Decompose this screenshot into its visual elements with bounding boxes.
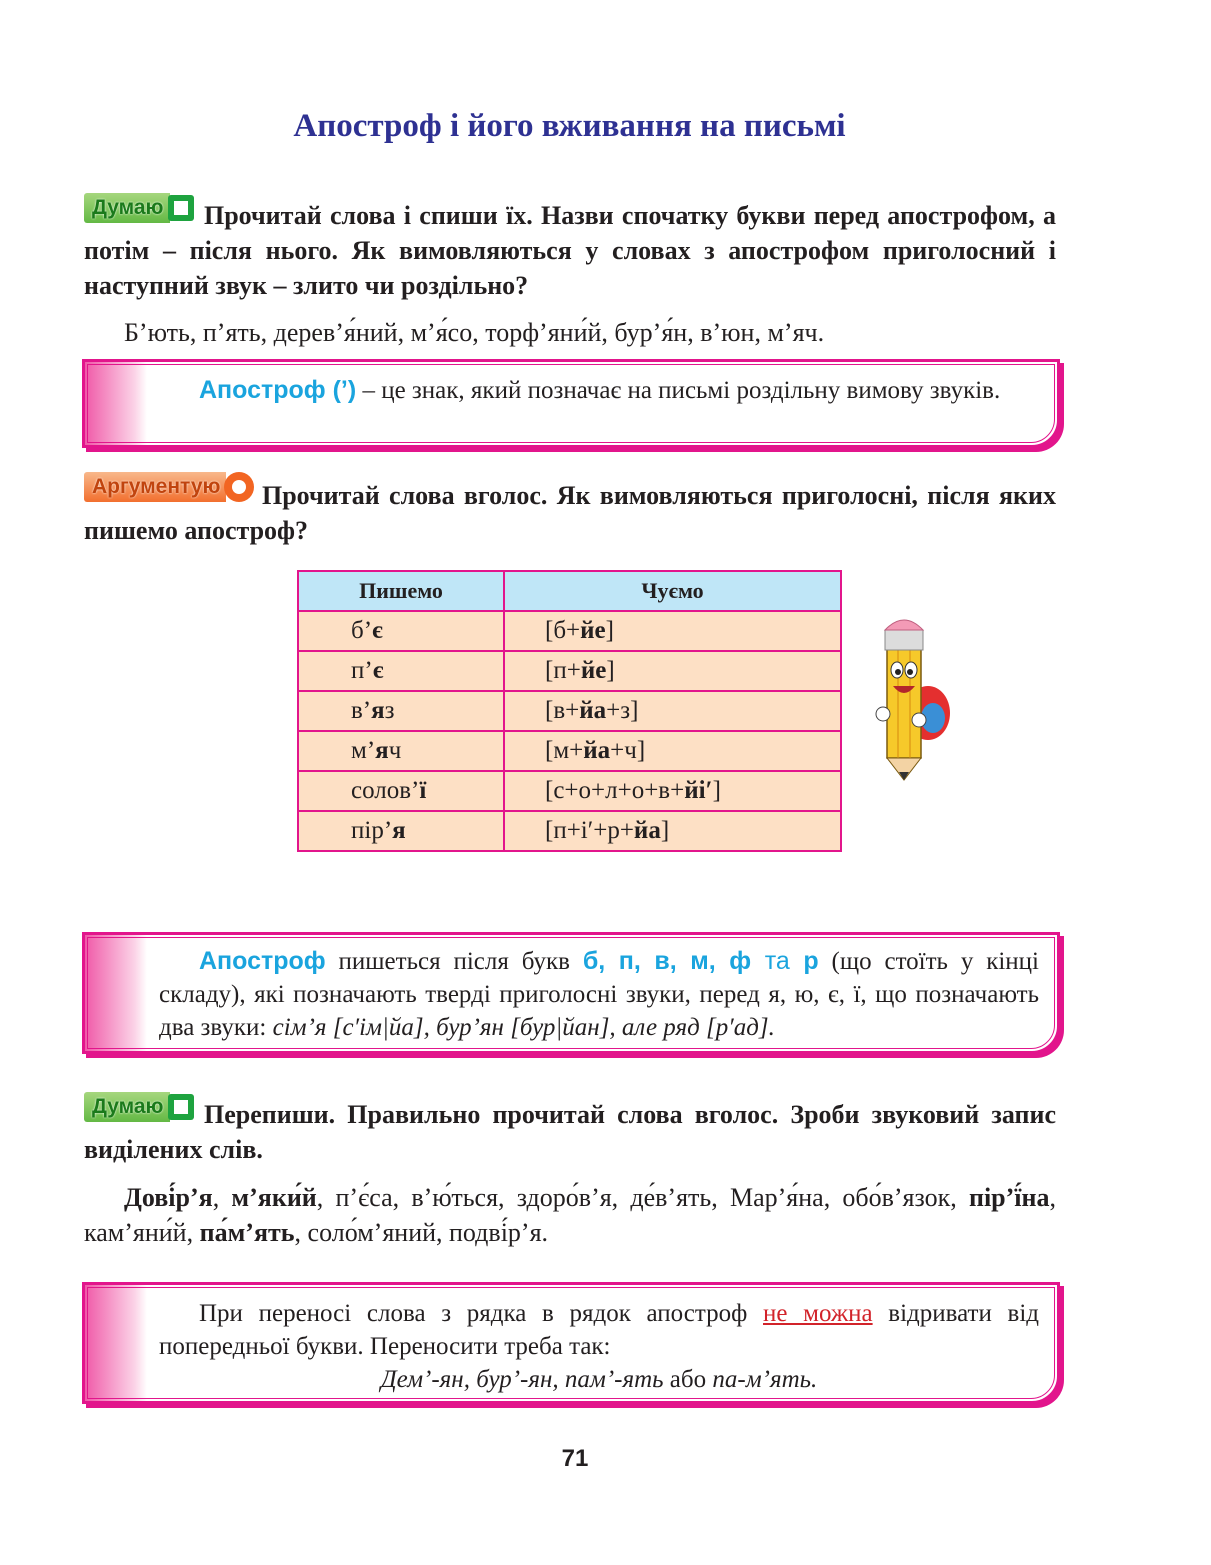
- rule-box-hyphenation: [82, 1282, 1060, 1404]
- rule3-examples: Дем’-ян, бур’-ян, пам’-ять або па-м’ять.: [380, 1366, 818, 1393]
- table-header-write: Пишемо: [298, 571, 504, 611]
- pencil-mascot-icon: [873, 608, 953, 783]
- rule2-term: Апостроф: [199, 947, 326, 975]
- rule2-text: Апостроф пишеться після букв б, п, в, м, ф та р (що стоїть у кінці складу), які позначають тверді приголосні звуки, перед я, ю, є, ї, що позначають два звуки: сім’я [с′ім|йа], бур’ян [бур|йан], але ряд [р′ад].: [159, 947, 1039, 1041]
- phonetics-table: [297, 570, 842, 852]
- page-title: Апостроф і його вживання на письмі: [293, 108, 846, 144]
- table-row: п’є [п+йе]: [298, 651, 841, 691]
- table-row: солов’ї [с+о+л+о+в+йі′]: [298, 771, 841, 811]
- task2-instruction: Прочитай слова вголос. Як вимовляються приголосні, після яких пишемо апостроф?: [84, 481, 1056, 545]
- think-badge-label: Думаю: [84, 193, 170, 223]
- table-row: пір’я [п+і′+р+йа]: [298, 811, 841, 851]
- argue-badge-label: Аргументую: [84, 472, 226, 502]
- rule1-text: [159, 362, 1039, 407]
- rule1-body: – це знак, який позначає на письмі роздільну вимову звуків.: [356, 377, 1001, 404]
- task1-words: Б’ють, п’ять, дерев’я́ний, м’я́со, торф’яни́й, бур’я́н, в’юн, м’яч.: [124, 318, 825, 347]
- task1-instruction: Прочитай слова і спиши їх. Назви спочатку букви перед апострофом, а потім – після нього. Як вимовляються у словах з апострофом приголосний і наступний звук – злито чи роздільно?: [84, 201, 1056, 300]
- rule2-examples: сім’я [с′ім|йа], бур’ян [бур|йан], але ряд [р′ад].: [272, 1014, 775, 1041]
- think-badge-2-label: Думаю: [84, 1092, 170, 1122]
- task3-instruction: Перепиши. Правильно прочитай слова вголос. Зроби звуковий запис виділених слів.: [84, 1100, 1056, 1164]
- rule2-letters: б, п, в, м, ф: [582, 947, 752, 975]
- rule2-letter-r: р: [803, 947, 819, 975]
- rule-box-definition: [82, 359, 1060, 448]
- rule-box-usage: [82, 932, 1060, 1054]
- rule1-term: Апостроф (’): [199, 376, 357, 404]
- table-row: в’яз [в+йа+з]: [298, 691, 841, 731]
- table-row: м’яч [м+йа+ч]: [298, 731, 841, 771]
- table-row: б’є [б+йе]: [298, 611, 841, 651]
- task3-words: Дові́р’я, м’яки́й, п’є́са, в’ю́ться, здоро́в’я, де́в’ять, Мар’я́на, обо́в’язок, пір’ї́на, кам’яни́й, па́м’ять, соло́м’яний, подві́р’я.: [84, 1183, 1056, 1247]
- table-header-hear: Чуємо: [504, 571, 841, 611]
- rule3-text: При переносі слова з рядка в рядок апостроф не можна відривати від попередньої букви. Переносити треба так:: [159, 1300, 1040, 1360]
- page-number: 71: [561, 1445, 589, 1472]
- rule3-highlight: не можна: [763, 1300, 873, 1327]
